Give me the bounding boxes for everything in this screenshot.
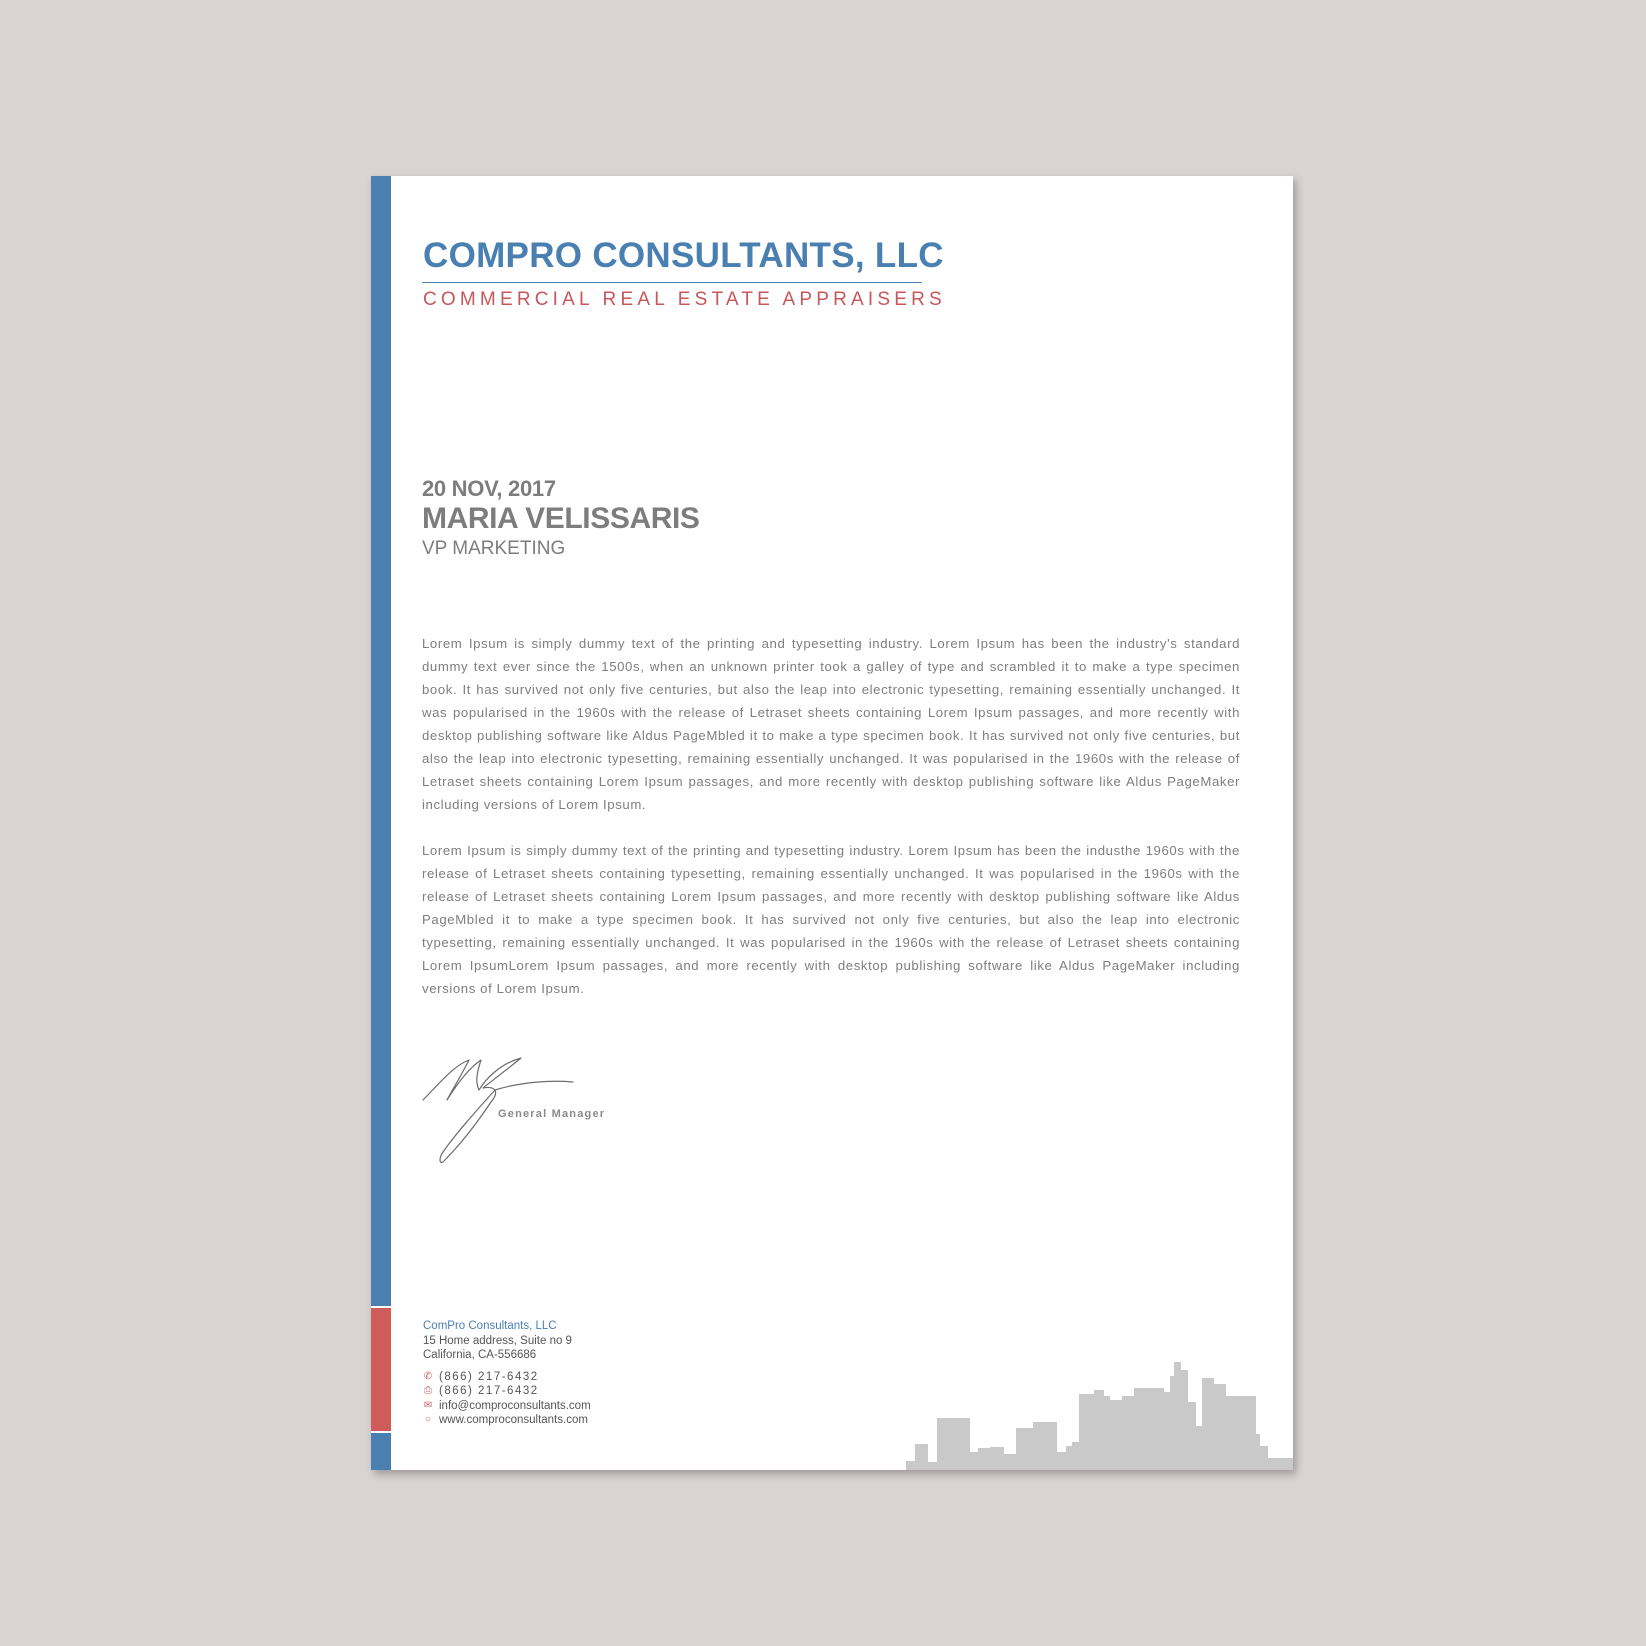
stripe-divider-top (371, 1306, 391, 1308)
body-paragraph-2: Lorem Ipsum is simply dummy text of the printing and typesetting industry. Lorem Ipsum has been the industhe 1960s with the release of Letraset sheets containing typesetting, remaining essentially unchanged. It was popularised in the 1960s with the release of Letraset sheets containing Lorem Ipsum passages, and more recently with desktop publishing software like Aldus PageMbled it to make a type specimen book. It has survived not only five centuries, but also the leap into electronic typesetting, remaining essentially unchanged. It was popularised in the 1960s with the release of Letraset sheets containing Lorem IpsumLorem Ipsum passages, and more recently with desktop publishing software like Aldus PageMaker including versions of Lorem Ipsum. (422, 843, 1240, 996)
recipient-title: VP MARKETING (422, 538, 566, 559)
header-rule (422, 282, 922, 283)
footer-fax-row (423, 1384, 591, 1399)
recipient-name: MARIA VELISSARIS (422, 502, 700, 535)
left-accent-stripe (371, 176, 391, 1470)
email-icon: ✉ (423, 1399, 433, 1411)
stripe-divider-bottom (371, 1431, 391, 1433)
footer-fax: (866) 217-6432 (439, 1385, 539, 1397)
letter-body (422, 632, 1240, 1023)
company-name: COMPRO CONSULTANTS, LLC (423, 236, 944, 275)
footer-email-row (423, 1399, 591, 1414)
footer-website-row (423, 1413, 591, 1428)
footer-website[interactable]: www.comproconsultants.com (439, 1414, 588, 1426)
body-paragraph-1: Lorem Ipsum is simply dummy text of the printing and typesetting industry. Lorem Ipsum has been the industry's standard dummy text ever since the 1500s, when an unknown printer took a galley of type and scrambled it to make a type specimen book. It has survived not only five centuries, but also the leap into electronic typesetting, remaining essentially unchanged. It was popularised in the 1960s with the release of Letraset sheets containing Lorem Ipsum passages, and more recently with desktop publishing software like Aldus PageMbled it to make a type specimen book. It has survived not only five centuries, but also the leap into electronic typesetting, remaining essentially unchanged. It was popularised in the 1960s with the release of Letraset sheets containing Lorem Ipsum passages, and more recently with desktop publishing software like Aldus PageMaker including versions of Lorem Ipsum. (422, 636, 1240, 812)
letter-date: 20 NOV, 2017 (422, 476, 556, 501)
fax-icon: ⎙ (424, 1385, 432, 1396)
footer-phone: (866) 217-6432 (439, 1370, 539, 1383)
footer-phone-row (423, 1370, 591, 1385)
left-accent-red-band (371, 1308, 391, 1431)
footer-address-line2: California, CA-556686 (423, 1349, 537, 1361)
signature-title: General Manager (498, 1108, 606, 1120)
footer-email[interactable]: info@comproconsultants.com (439, 1399, 591, 1412)
company-tagline: COMMERCIAL REAL ESTATE APPRAISERS (423, 289, 946, 310)
city-skyline-graphic (906, 1356, 1293, 1470)
footer-contact (423, 1319, 591, 1428)
footer-address-line1: 15 Home address, Suite no 9 (423, 1334, 572, 1347)
footer-company-name: ComPro Consultants, LLC (423, 1320, 557, 1332)
phone-icon: ✆ (423, 1370, 433, 1382)
globe-icon: ○ (424, 1414, 432, 1425)
letterhead-page (371, 176, 1293, 1470)
